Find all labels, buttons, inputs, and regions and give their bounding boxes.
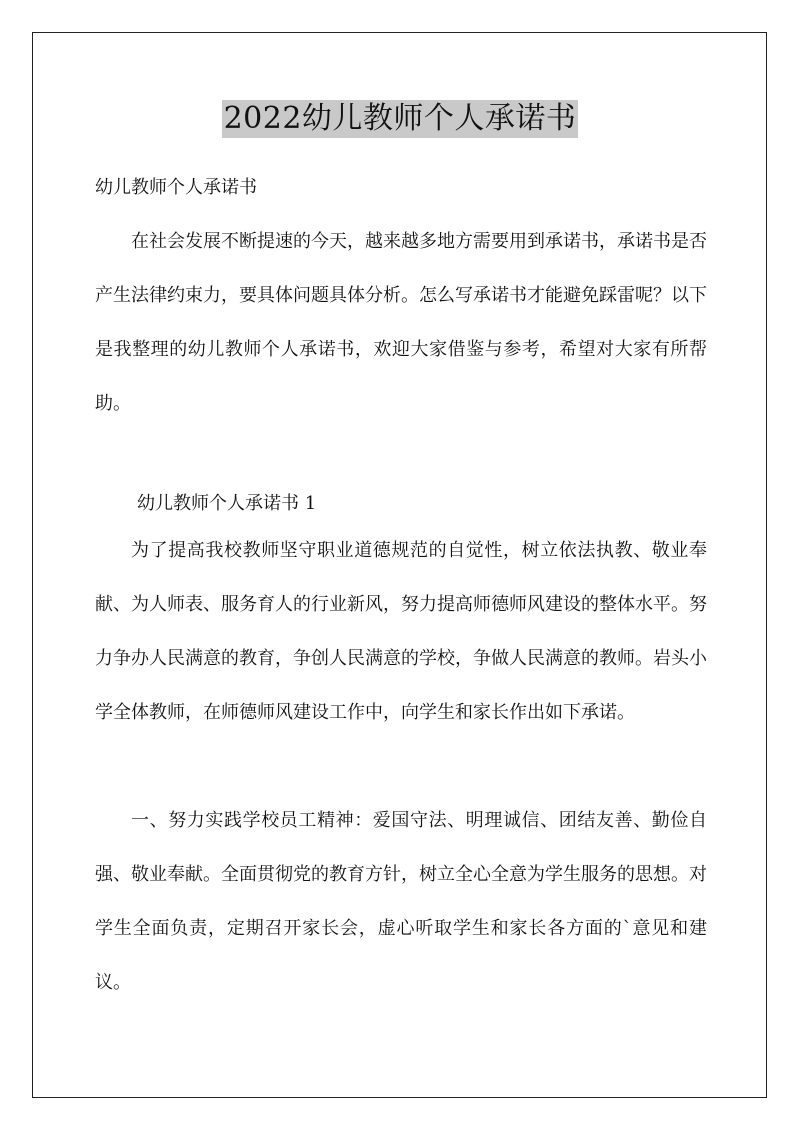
title-container bbox=[0, 100, 800, 138]
body-paragraph: 一、努力实践学校员工精神：爱国守法、明理诚信、团结友善、勤俭自强、敬业奉献。全面贯彻党的教育方针，树立全心全意为学生服务的思想。对学生全面负责，定期召开家长会，虚心听取学生和家长各方面的`意见和建议。 bbox=[95, 810, 707, 993]
section-heading: 幼儿教师个人承诺书 1 bbox=[137, 493, 317, 514]
intro-paragraph: 在社会发展不断提速的今天，越来越多地方需要用到承诺书，承诺书是否产生法律约束力，要具体问题具体分析。怎么写承诺书才能避免踩雷呢？以下是我整理的幼儿教师个人承诺书，欢迎大家借鉴与参考，希望对大家有所帮助。 bbox=[95, 231, 707, 414]
document-title: 2022幼儿教师个人承诺书 bbox=[223, 101, 577, 136]
document-subtitle: 幼儿教师个人承诺书 bbox=[95, 177, 257, 198]
body-paragraph: 为了提高我校教师坚守职业道德规范的自觉性，树立依法执教、敬业奉献、为人师表、服务育人的行业新风，努力提高师德师风建设的整体水平。努力争办人民满意的教育，争创人民满意的学校，争做人民满意的教师。岩头小学全体教师，在师德师风建设工作中，向学生和家长作出如下承诺。 bbox=[95, 540, 707, 723]
